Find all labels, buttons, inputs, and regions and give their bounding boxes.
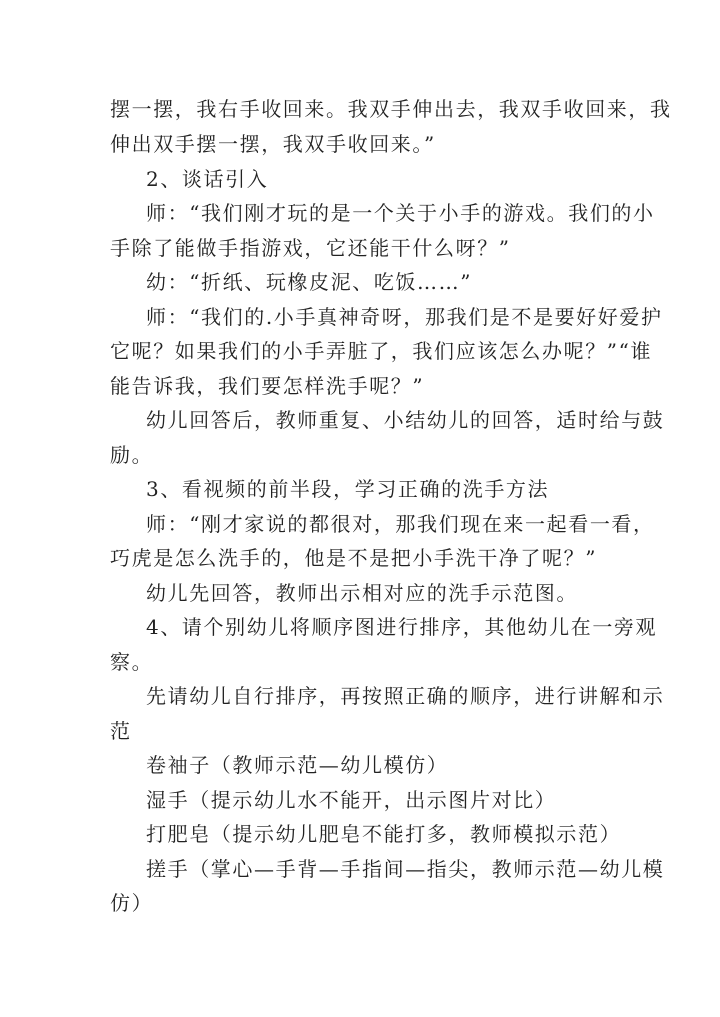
step-item: 搓手（掌心—手背—手指间—指尖，教师示范—幼儿模 [146, 857, 665, 881]
text-line: 范 [110, 719, 132, 743]
text-line: 幼儿回答后，教师重复、小结幼儿的回答，适时给与鼓 [146, 408, 665, 432]
text-line: 伸出双手摆一摆，我双手收回来。” [110, 132, 436, 156]
text-line: 先请幼儿自行排序，再按照正确的顺序，进行讲解和示 [146, 684, 665, 708]
text-line: 巧虎是怎么洗手的，他是不是把小手洗干净了呢？” [110, 546, 598, 570]
step-item: 湿手（提示幼儿水不能开，出示图片对比） [146, 788, 557, 812]
text-line: 手除了能做手指游戏，它还能干什么呀？” [110, 236, 511, 260]
step-item: 打肥皂（提示幼儿肥皂不能打多，教师模拟示范） [146, 822, 622, 846]
section-heading: 4、请个别幼儿将顺序图进行排序，其他幼儿在一旁观 [146, 615, 658, 639]
text-line: 它呢？如果我们的小手弄脏了，我们应该怎么办呢？”“谁 [110, 339, 653, 363]
text-line: 励。 [110, 443, 154, 467]
text-line: 摆一摆，我右手收回来。我双手伸出去，我双手收回来，我 [110, 97, 672, 121]
section-heading: 3、看视频的前半段，学习正确的洗手方法 [146, 477, 550, 501]
step-item: 卷袖子（教师示范—幼儿模仿） [146, 753, 449, 777]
text-line: 察。 [110, 650, 154, 674]
text-line: 仿） [110, 891, 154, 915]
text-line: 幼儿先回答，教师出示相对应的洗手示范图。 [146, 581, 578, 605]
section-heading: 2、谈话引入 [146, 167, 269, 191]
text-line: 师：“我们的.小手真神奇呀，那我们是不是要好好爱护 [146, 305, 663, 329]
text-line: 师：“刚才家说的都很对，那我们现在来一起看一看， [146, 512, 655, 536]
text-line: 师：“我们刚才玩的是一个关于小手的游戏。我们的小 [146, 201, 655, 225]
text-line: 幼：“折纸、玩橡皮泥、吃饭……” [146, 270, 473, 294]
text-line: 能告诉我，我们要怎样洗手呢？” [110, 374, 425, 398]
